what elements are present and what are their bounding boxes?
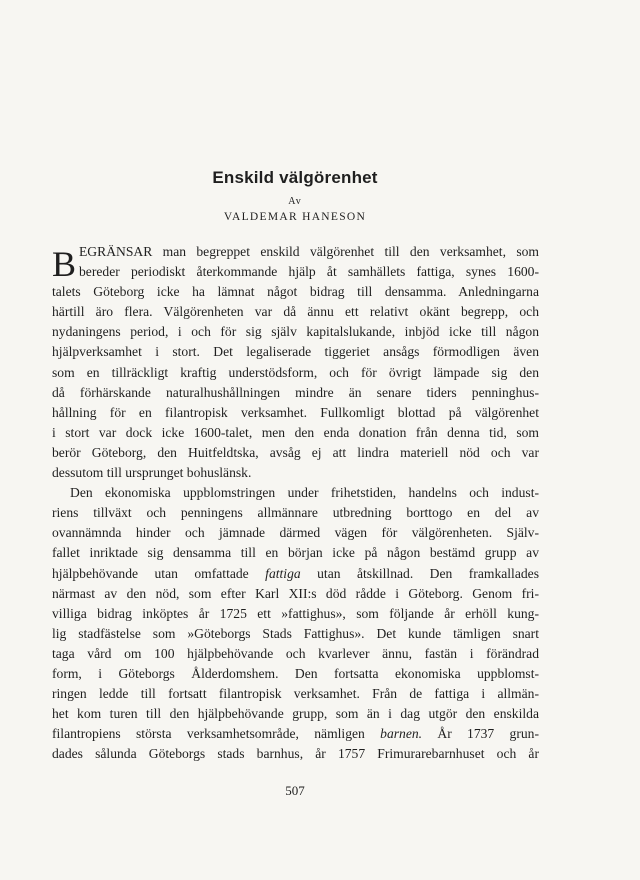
- paragraph-2: [52, 483, 539, 764]
- page-number: 507: [285, 783, 305, 798]
- text-line: taga vård om 100 hjälpbehövande och kvarlever ännu, fastän i förändrad: [52, 645, 539, 661]
- text-line: bereder periodiskt återkommande hjälp åt samhällets fattiga, synes 1600-: [79, 264, 539, 280]
- text-line: i stort var dock icke 1600-talet, men den enda donation från denna tid, som: [52, 424, 539, 440]
- text-line: het kom turen till den hjälpbehövande grupp, som än i dag utgör den enskilda: [52, 706, 539, 722]
- text-line: hållning för en filantropisk verksamhet. Fullkomligt blottad på välgörenhet: [52, 404, 539, 420]
- text-segment: År 1737 grun-: [437, 726, 539, 742]
- text-line: dades sålunda Göteborgs stads barnhus, år 1757 Frimurarebarnhuset och år: [52, 746, 539, 762]
- text-line: villiga bidrag inköptes år 1725 ett »fattighus», som följande år erhöll kung-: [52, 605, 539, 621]
- text-line: EGRÄNSAR man begreppet enskild välgörenhet till den verksamhet, som: [79, 244, 539, 259]
- author-name: VALDEMAR HANESON: [223, 211, 367, 223]
- text-line: nydaningens period, i och för sig själv kapitalslukande, inbjöd icke till någon: [52, 324, 539, 340]
- drop-cap: B: [52, 244, 77, 284]
- italic-word: fattiga: [265, 565, 301, 581]
- text-line: riens tillväxt och penningens allmännare utbredning borttogo en del av: [52, 505, 539, 521]
- italic-word: barnen.: [380, 726, 423, 742]
- text-line: ovannämnda hinder och jämnade därmed vägen för välgörenheten. Själv-: [52, 525, 539, 541]
- text-line: form, i Göteborgs Ålderdomshem. Den fortsatta ekonomiska uppblomst-: [52, 665, 539, 681]
- text-line: dessutom till ursprunget bohuslänsk.: [52, 465, 252, 481]
- text-segment: utan åtskillnad. Den framkallades: [317, 565, 539, 581]
- text-line: berör Göteborg, den Huitfeldtska, avsåg ej att lindra materiell nöd och var: [52, 444, 539, 460]
- text-line: hjälpverksamhet i stort. Det legaliserade tiggeriet ansågs förmodligen även: [52, 344, 539, 360]
- text-line: Den ekonomiska uppblomstringen under frihetstiden, handelns och indust-: [70, 485, 539, 501]
- text-line: närmast av den nöd, som efter Karl XII:s död rådde i Göteborg. Genom fri-: [52, 585, 539, 601]
- text-line: lig stadfästelse som »Göteborgs Stads Fattighus». Det kunde tämligen snart: [52, 625, 539, 641]
- text-line: då förhärskande naturalhushållningen mindre än senare tiders penninghus-: [52, 384, 539, 400]
- text-segment: hjälpbehövande utan omfattade: [52, 565, 249, 581]
- article-body: [52, 242, 539, 764]
- text-line: [52, 564, 539, 584]
- text-line: [52, 724, 539, 744]
- text-line: som en tillräckligt kraftig understödsform, och för övrigt lämpade sig den: [52, 364, 539, 380]
- text-segment: filantropiens största verksamhetsområde, nämligen: [52, 726, 365, 742]
- text-line: ringen ledde till fortsatt filantropisk verksamhet. Från de fattiga i allmän-: [52, 686, 539, 702]
- paragraph-1: [52, 242, 539, 483]
- byline: Av: [288, 196, 302, 207]
- text-line: talets Göteborg icke ha lämnat något bidrag till densamma. Anledningarna: [52, 284, 539, 300]
- article-title: Enskild välgörenhet: [212, 168, 378, 187]
- text-line: fallet inriktade sig densamma till en början icke på någon bestämd grupp av: [52, 545, 539, 561]
- text-line: härtill äro flera. Välgörenheten var då ännu ett relativt okänt begrepp, och: [52, 304, 539, 320]
